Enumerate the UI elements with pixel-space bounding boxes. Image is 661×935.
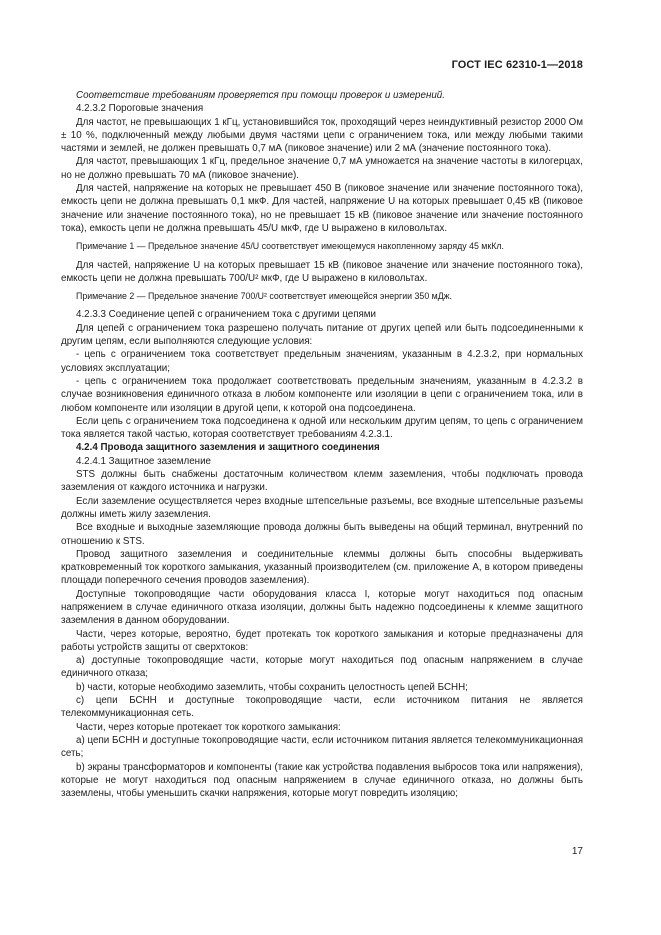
list-item: b) части, которые необходимо заземлить, чтобы сохранить целостность цепей БСНН; <box>76 681 468 693</box>
paragraph: Для частей, напряжение U на которых превышает 15 кВ (пиковое значение или значение постоянного тока), емкость цепи не должна превышать 700/U² мкФ, где U выражено в киловольтах. <box>61 259 583 284</box>
paragraph: Для частот, не превышающих 1 кГц, установившийся ток, проходящий через неиндуктивный резистор 2000 Ом ± 10 %, подключенный между любыми двумя частями цепи с ограничением тока, или между любыми такими частями и землей, не должен превышать 0,7 мА (пиковое значение) или 2 мА (значение постоянного тока). <box>61 116 583 155</box>
paragraph: Все входные и выходные заземляющие провода должны быть выведены на общий терминал, внутренний по отношению к STS. <box>61 522 583 547</box>
document-body <box>61 89 583 800</box>
paragraph: Для частот, превышающих 1 кГц, предельное значение 0,7 мА умножается на значение частоты в килогерцах, но не должно превышать 70 мА (пиковое значение). <box>61 156 583 181</box>
list-item: - цепь с ограничением тока соответствует предельным значениям, указанным в 4.2.3.2, при нормальных условиях эксплуатации; <box>61 349 583 374</box>
page-number: 17 <box>571 846 583 857</box>
section-heading: 4.2.4 Провода защитного заземления и защитного соединения <box>76 442 380 454</box>
list-item: b) экраны трансформаторов и компоненты (такие как устройства подавления выбросов тока или напряжения), которые не могут находиться под опасным напряжением в случае единичного отказа, но должны быть заземлены, чтобы уменьшить скачки напряжения, которые могут повредить изоляцию; <box>61 761 583 800</box>
paragraph: STS должны быть снабжены достаточным количеством клемм заземления, чтобы подключать провода заземления от каждого источника и нагрузки. <box>61 469 583 494</box>
section-heading: 4.2.4.1 Защитное заземление <box>76 455 211 467</box>
compliance-note: Соответствие требованиям проверяется при помощи проверок и измерений. <box>76 90 445 101</box>
paragraph: Для цепей с ограничением тока разрешено получать питание от других цепей или быть подсоединенными к другим цепям, если выполняются следующие условия: <box>61 322 583 348</box>
paragraph: Провод защитного заземления и соединительные клеммы должны быть способны выдерживать кратковременный ток короткого замыкания, указанный производителем (см. приложение А, в котором приведены площади поперечного сечения проводов заземления). <box>61 548 583 587</box>
section-heading: 4.2.3.2 Пороговые значения <box>76 103 204 115</box>
list-item: - цепь с ограничением тока продолжает соответствовать предельным значениям, указанным в 4.2.3.2 в случае возникновения единичного отказа в любом компоненте или изоляции в цепи с ограничением тока, или в любом компоненте или изоляции в другой цепи, к которой она подсоединена. <box>61 375 583 414</box>
paragraph: Для частей, напряжение на которых не превышает 450 В (пиковое значение или значение постоянного тока), емкость цепи не должна превышать 0,1 мкФ. Для частей, напряжение U на которых превышает 0,45 кВ (пиковое значение или значение постоянного тока), но не превышает 15 кВ (пиковое значение или значение постоянного тока), емкость цепи не должна превышать 45/U мкФ, где U выражено в киловольтах. <box>61 183 583 234</box>
section-heading: 4.2.3.3 Соединение цепей с ограничением тока с другими цепями <box>76 309 377 321</box>
list-item: a) цепи БСНН и доступные токопроводящие части, если источником питания является телекоммуникационная сеть; <box>61 734 583 760</box>
note: Примечание 1 — Предельное значение 45/U соответствует имеющемуся накопленному заряду 45 мкКл. <box>76 241 504 252</box>
note: Примечание 2 — Предельное значение 700/U² соответствует имеющейся энергии 350 мДж. <box>76 291 452 302</box>
paragraph: Если заземление осуществляется через входные штепсельные разъемы, все входные штепсельные разъемы должны иметь жилу заземления. <box>61 495 583 520</box>
standard-header: ГОСТ IEC 62310-1—2018 <box>451 59 583 71</box>
list-item: a) доступные токопроводящие части, которые могут находиться под опасным напряжением в случае единичного отказа; <box>61 655 583 680</box>
paragraph: Части, через которые, вероятно, будет протекать ток короткого замыкания и которые предназначены для работы устройств защиты от сверхтоков: <box>61 628 583 653</box>
list-item: c) цепи БСНН и доступные токопроводящие части, если источником питания не является телекоммуникационная сеть. <box>61 695 583 720</box>
paragraph: Доступные токопроводящие части оборудования класса I, которые могут находиться под опасным напряжением в случае единичного отказа изоляции, должны быть надежно подсоединены к клемме защитного заземления в данном оборудовании. <box>61 588 583 627</box>
paragraph: Если цепь с ограничением тока подсоединена к одной или нескольким другим цепям, то цепь с ограничением тока является такой частью, которая соответствует требованиям 4.2.3.1. <box>61 415 583 441</box>
paragraph: Части, через которые протекает ток короткого замыкания: <box>76 721 341 733</box>
